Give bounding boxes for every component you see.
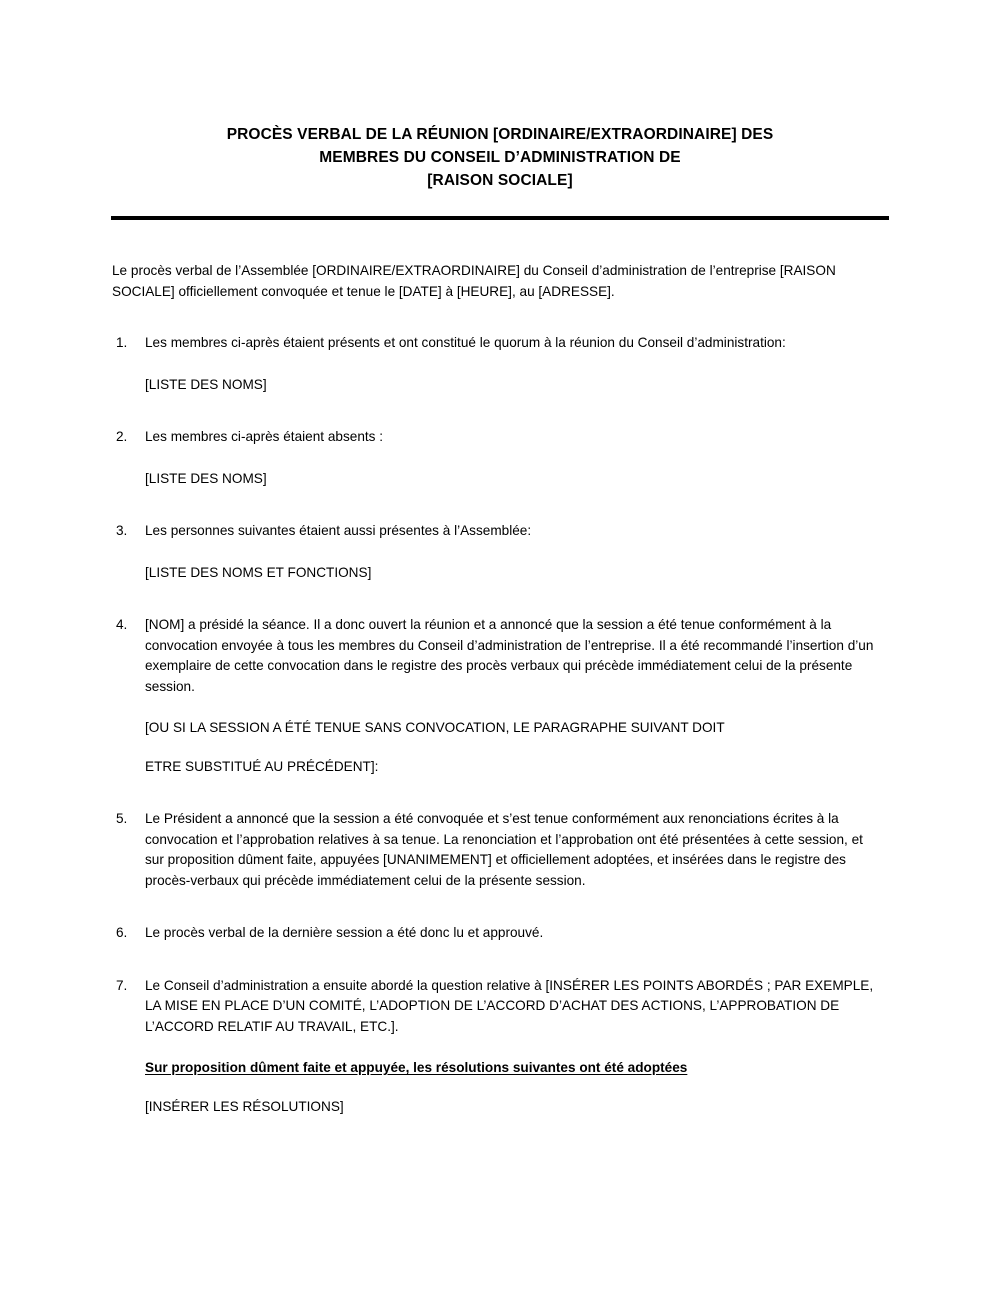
clause-text: Le Président a annoncé que la session a été convoquée et s’est tenue conformément aux renonciations écrites à la convocation et l’approbation relatives à sa tenue. La renonciation et l’approbation ont été présentées à cette session, et sur proposition dûment faite, appuyées [UNANIMEMENT] et officiellement adoptées, et insérées dans le registre des procès-verbaux qui précède immédiatement celui de la présente session.: [145, 811, 863, 888]
clause-subheading: Sur proposition dûment faite et appuyée, les résolutions suivantes ont été adoptées: [145, 1060, 688, 1075]
clause-number: 3.: [116, 523, 128, 538]
clause-placeholder-line: ETRE SUBSTITUÉ AU PRÉCÉDENT]:: [145, 758, 379, 774]
clause-number: 4.: [116, 617, 128, 632]
page-title-line-2: MEMBRES DU CONSEIL D’ADMINISTRATION DE: [319, 149, 681, 166]
title-divider-wrap: [112, 192, 888, 220]
clause-item: [112, 427, 888, 489]
clause-text: Les membres ci-après étaient présents et ont constitué le quorum à la réunion du Conseil d’administration:: [145, 335, 786, 350]
clause-placeholder-line: [LISTE DES NOMS]: [145, 470, 267, 486]
clause-placeholder-line: [INSÉRER LES RÉSOLUTIONS]: [145, 1098, 344, 1114]
numbered-clause-list: [112, 333, 888, 1117]
clause-item: [112, 333, 888, 395]
clause-item: [112, 809, 888, 891]
clause-text: [NOM] a présidé la séance. Il a donc ouvert la réunion et a annoncé que la session a été tenue conformément à la convocation envoyée à tous les membres du Conseil d’administration de l’entreprise. Il a été recommandé l’insertion d’un exemplaire de cette convocation dans le registre des procès verbaux qui précède immédiatement celui de la présente session.: [145, 617, 874, 694]
clause-number: 7.: [116, 977, 128, 993]
clause-text: Les personnes suivantes étaient aussi présentes à l’Assemblée:: [145, 523, 532, 538]
clause-placeholder-line: [OU SI LA SESSION A ÉTÉ TENUE SANS CONVOCATION, LE PARAGRAPHE SUIVANT DOIT: [145, 720, 725, 735]
clause-number: 5.: [116, 811, 128, 826]
page-title: [112, 0, 888, 192]
page-title-line-1: PROCÈS VERBAL DE LA RÉUNION [ORDINAIRE/EXTRAORDINAIRE] DES: [226, 126, 774, 143]
intro-paragraph: Le procès verbal de l’Assemblée [ORDINAIRE/EXTRAORDINAIRE] du Conseil d’administration de l’entreprise [RAISON SOCIALE] officiellement convoquée et tenue le [DATE] à [HEURE], au [ADRESSE].: [112, 263, 836, 299]
clause-text: Le Conseil d’administration a ensuite abordé la question relative à [INSÉRER LES POINTS ABORDÉS ; PAR EXEMPLE, LA MISE EN PLACE D’UN COMITÉ, L’ADOPTION DE L’ACCORD D’ACHAT DES ACTIONS, L’APPROBATION DE L’ACCORD RELATIF AU TRAVAIL, ETC.].: [145, 977, 874, 1034]
page-title-line-3: [RAISON SOCIALE]: [427, 172, 573, 189]
clause-number: 1.: [116, 335, 128, 350]
clause-item: [112, 923, 888, 944]
clause-text: Les membres ci-après étaient absents :: [145, 429, 384, 444]
clause-text: Le procès verbal de la dernière session a été donc lu et approuvé.: [145, 925, 544, 940]
clause-number: 2.: [116, 429, 128, 444]
clause-item: [112, 976, 888, 1118]
document-body: [112, 0, 888, 1117]
clause-placeholder-line: [LISTE DES NOMS ET FONCTIONS]: [145, 564, 372, 580]
clause-item: [112, 521, 888, 583]
title-divider: [111, 216, 889, 220]
clause-number: 6.: [116, 925, 128, 940]
clause-placeholder-line: [LISTE DES NOMS]: [145, 376, 267, 392]
clause-item: [112, 615, 888, 777]
